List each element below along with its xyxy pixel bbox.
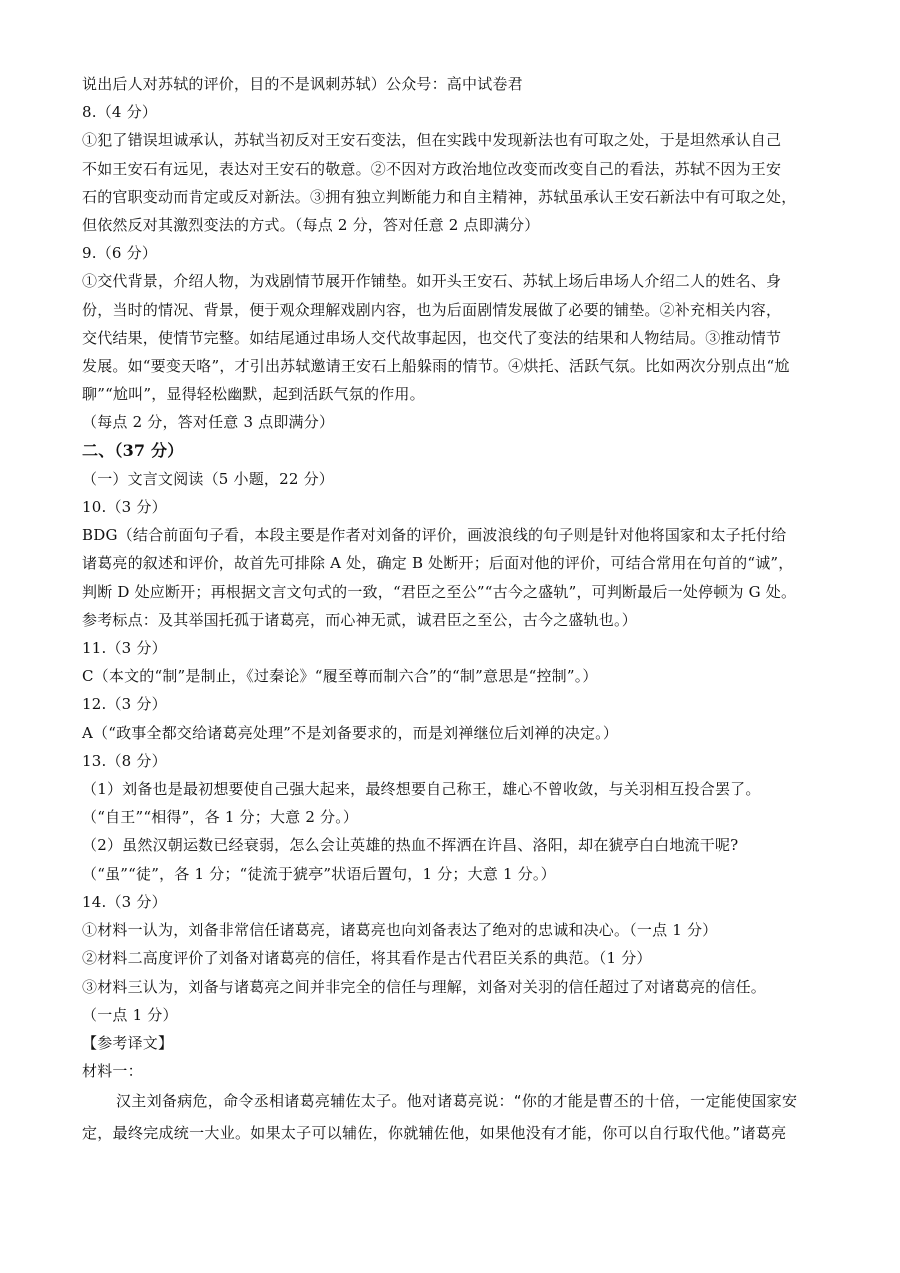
subsection-heading: （一）文言文阅读（5 小题，22 分） bbox=[82, 469, 334, 488]
translation-line: 汉主刘备病危，命令丞相诸葛亮辅佐太子。他对诸葛亮说：“你的才能是曹丕的十倍，一定能使国家安 bbox=[116, 1092, 798, 1111]
text-line: 聊”“尬叫”，显得轻松幽默，起到活跃气氛的作用。 bbox=[82, 385, 425, 404]
text-line: A（“政事全都交给诸葛亮处理”不是刘备要求的，而是刘禅继位后刘禅的决定。） bbox=[82, 723, 619, 742]
text-line: 参考标点：及其举国托孤于诸葛亮，而心神无贰，诚君臣之至公，古今之盛轨也。） bbox=[82, 610, 637, 629]
section-heading: 二、（37 分） bbox=[82, 440, 184, 460]
text-line: （每点 2 分，答对任意 3 点即满分） bbox=[82, 413, 335, 432]
question-number: 8.（4 分） bbox=[82, 103, 158, 122]
text-line: （2）虽然汉朝运数已经衰弱，怎么会让英雄的热血不挥洒在许昌、洛阳，却在猇亭白白地流干呢? bbox=[82, 836, 739, 855]
text-line: （一点 1 分） bbox=[82, 1005, 178, 1024]
text-line: （1）刘备也是最初想要使自己强大起来，最终想要自己称王，雄心不曾收敛，与关羽相互投合罢了。 bbox=[82, 780, 761, 799]
text-line: 不如王安石有远见，表达对王安石的敬意。②不因对方政治地位改变而改变自己的看法，苏轼不因为王安 bbox=[82, 159, 782, 178]
question-number: 11.（3 分） bbox=[82, 639, 167, 658]
text-line: 说出后人对苏轼的评价，目的不是讽刺苏轼）公众号：高中试卷君 bbox=[82, 75, 523, 93]
text-line: 判断 D 处应断开；再根据文言文句式的一致，“君臣之至公”“古今之盛轨”，可判断最后一处停顿为 G 处。 bbox=[82, 582, 797, 601]
text-line: 份，当时的情况、背景，便于观众理解戏剧内容，也为后面剧情发展做了必要的铺垫。②补充相关内容， bbox=[82, 300, 782, 319]
answer-key-page bbox=[82, 70, 822, 1149]
text-line: C（本文的“制”是制止，《过秦论》“履至尊而制六合”的“制”意思是“控制”。） bbox=[82, 667, 598, 686]
text-line: 发展。如“要变天咯”，才引出苏轼邀请王安石上船躲雨的情节。④烘托、活跃气氛。比如两次分别点出“尬 bbox=[82, 357, 790, 376]
material-label: 材料一： bbox=[82, 1062, 143, 1081]
text-line: 交代结果，使情节完整。如结尾通过串场人交代故事起因，也交代了变法的结果和人物结局。③推动情节 bbox=[82, 328, 782, 347]
question-number: 10.（3 分） bbox=[82, 498, 167, 517]
text-line: 石的官职变动而肯定或反对新法。③拥有独立判断能力和自主精神，苏轼虽承认王安石新法中有可取之处， bbox=[82, 187, 797, 206]
text-line: 但依然反对其激烈变法的方式。（每点 2 分，答对任意 2 点即满分） bbox=[82, 216, 540, 235]
text-line: （“虽”“徒”，各 1 分；“徒流于猇亭”状语后置句，1 分；大意 1 分。） bbox=[82, 864, 556, 883]
text-line: BDG（结合前面句子看，本段主要是作者对刘备的评价，画波浪线的句子则是针对他将国家和太子托付给 bbox=[82, 526, 787, 545]
text-line: （“自王”“相得”，各 1 分；大意 2 分。） bbox=[82, 808, 359, 827]
text-line: ①犯了错误坦诚承认，苏轼当初反对王安石变法，但在实践中发现新法也有可取之处，于是坦然承认自己 bbox=[82, 131, 782, 150]
question-number: 12.（3 分） bbox=[82, 695, 167, 714]
text-line: ③材料三认为，刘备与诸葛亮之间并非完全的信任与理解，刘备对关羽的信任超过了对诸葛亮的信任。 bbox=[82, 977, 767, 996]
translation-heading: 【参考译文】 bbox=[82, 1033, 174, 1052]
text-line: 诸葛亮的叙述和评价，故首先可排除 A 处，确定 B 处断开；后面对他的评价，可结合常用在句首的“诚”， bbox=[82, 554, 794, 573]
text-line: ①材料一认为，刘备非常信任诸葛亮，诸葛亮也向刘备表达了绝对的忠诚和决心。（一点 1 分） bbox=[82, 921, 718, 940]
question-number: 13.（8 分） bbox=[82, 751, 167, 770]
question-number: 14.（3 分） bbox=[82, 892, 167, 911]
text-line: ②材料二高度评价了刘备对诸葛亮的信任，将其看作是古代君臣关系的典范。（1 分） bbox=[82, 949, 652, 968]
text-line: ①交代背景，介绍人物，为戏剧情节展开作铺垫。如开头王安石、苏轼上场后串场人介绍二人的姓名、身 bbox=[82, 272, 782, 291]
question-number: 9.（6 分） bbox=[82, 244, 158, 263]
translation-line: 定，最终完成统一大业。如果太子可以辅佐，你就辅佐他，如果他没有才能，你可以自行取代他。”诸葛亮 bbox=[82, 1124, 787, 1143]
